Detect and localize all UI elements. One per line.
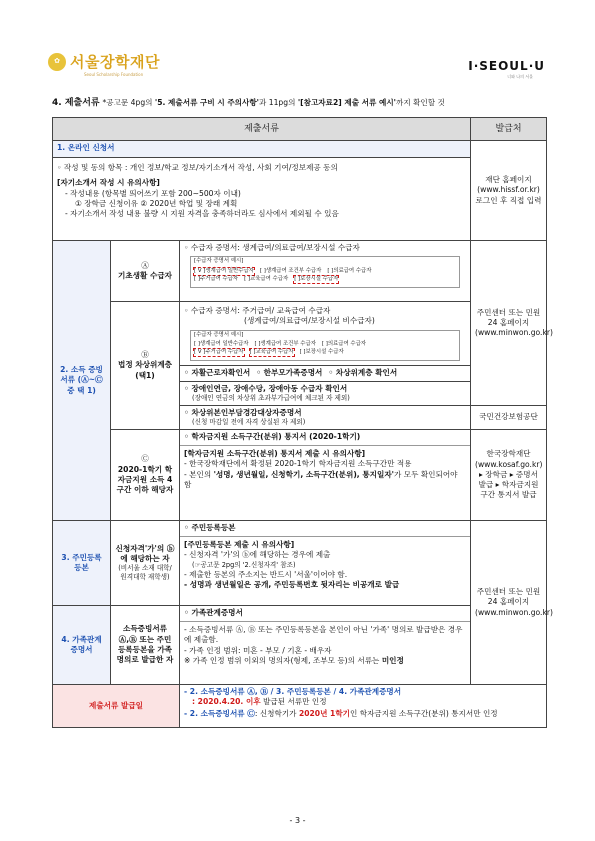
online-agree: ◦ 작성 및 동의 항목 : 개인 정보/학교 정보/자기소개서 작성, 사회 기여/정보제공 동의 bbox=[57, 163, 338, 172]
section-note-ref2: '[참고자료2] 제출 서류 예시' bbox=[297, 98, 396, 107]
income-b-doc3c: ◦ 차상위계층 확인서 bbox=[328, 368, 398, 378]
income-a-ex-2a: [ ]주거급여 수급자 bbox=[194, 275, 239, 282]
resident-doc: ◦ 주민등록등본 bbox=[184, 522, 236, 532]
income-a-example-title: [수급자 증명서 예시] bbox=[194, 258, 244, 265]
family-sub: 소득증빙서류Ⓐ,Ⓑ 또는 주민등록등본을 가족 명의로 발급한 자 bbox=[111, 605, 180, 684]
issue-date-line1: - 2. 소득증빙서류 Ⓐ, Ⓑ / 3. 주민등록등본 / 4. 가족관계증명서 bbox=[184, 686, 402, 696]
income-b-ex-2a: [ V ]주거급여 수급자 bbox=[194, 349, 244, 356]
issue-date-notes bbox=[180, 684, 547, 727]
income-c-doc: ◦ 학자금지원 소득구간(분위) 통지서 (2020-1학기) bbox=[184, 431, 361, 441]
income-b-name: 법정 차상위계층 (택1) bbox=[118, 360, 172, 380]
page-number: - 3 - bbox=[289, 816, 306, 825]
resident-row bbox=[53, 520, 547, 605]
family-notes bbox=[180, 621, 470, 666]
resident-family-issuer: 주민센터 또는 민원24 홈페이지 (www.minwon.go.kr) bbox=[471, 520, 547, 684]
income-b-doc-cell bbox=[180, 302, 471, 382]
income-b-doc5-note: (신청 마감일 전에 자격 상실된 자 제외) bbox=[192, 418, 306, 427]
issue-date-line2d: 인 학자금지원 소득구간(분위) 통지서만 인정 bbox=[350, 709, 498, 719]
table-header-row bbox=[53, 118, 547, 141]
income-a-ex-1b: [ ]생계급여 조건부 수급자 bbox=[259, 267, 322, 274]
issue-date-row bbox=[53, 684, 547, 727]
income-c-note-2a: - 본인의 bbox=[184, 469, 214, 479]
income-c-issuer: 한국장학재단 (www.kosaf.go.kr) ▸ 장학금 ▸ 증명서 발급 ▸ 학자금지원구간 통지서 발급 bbox=[471, 429, 547, 520]
income-b-extra-docs bbox=[180, 365, 470, 378]
income-category: 2. 소득 증빙서류 (Ⓐ~Ⓒ 중 택 1) bbox=[53, 241, 111, 521]
resident-sub: 신청자격'가'의 ⓑ에 해당하는 자 bbox=[115, 543, 175, 564]
income-b-ex-1b: [ ]생계급여 조건부 수급자 bbox=[254, 340, 316, 347]
page-header bbox=[0, 0, 595, 90]
income-b-ex-2c: [ ]보장시설 수급자 bbox=[299, 349, 344, 356]
seoul-logo-subtitle: 너와 나의 서울 bbox=[507, 74, 533, 79]
income-a-label: Ⓐ bbox=[141, 260, 149, 270]
income-a-ex-1a: [ V ]생계급여 일반수급자 bbox=[194, 267, 254, 274]
income-c-doc-cell bbox=[180, 429, 471, 520]
income-a-ex-2b: [ ]교육급여 수급자 bbox=[244, 275, 289, 282]
cover-letter-note-2: ① 장학금 신청이유 ② 2020년 학업 및 장래 계획 bbox=[75, 198, 238, 208]
issue-date-line2b: : 신청학기가 bbox=[254, 709, 299, 719]
income-c-notes bbox=[180, 445, 470, 490]
income-b-doc4-cell bbox=[180, 381, 471, 405]
foundation-logo bbox=[48, 52, 160, 72]
online-title: 1. 온라인 신청서 bbox=[53, 141, 471, 158]
income-a-ex-1c: [ ]의료급여 수급자 bbox=[327, 267, 372, 274]
cover-letter-note-3: - 자기소개서 작성 내용 불량 시 지원 자격을 충족하더라도 심사에서 제외될 수 있음 bbox=[65, 209, 339, 218]
income-a-doc: ◦ 수급자 증명서: 생계급여/의료급여/보장시설 수급자 bbox=[184, 243, 360, 252]
income-b-ex-1c: [ ]의료급여 수급자 bbox=[321, 340, 367, 347]
issue-date-line1b-red: : 2020.4.20. 이후 bbox=[192, 697, 261, 707]
income-b-doc5-cell bbox=[180, 405, 471, 429]
income-b-doc2: (생계급여/의료급여/보장시설 비수급자) bbox=[244, 316, 375, 326]
resident-note-1: - 신청자격 '가'의 ⓑ에 해당하는 경우에 제출 bbox=[184, 550, 331, 560]
resident-note-3: - 성명과 생년월일은 공개, 주민등록번호 뒷자리는 비공개로 발급 bbox=[184, 579, 400, 589]
seoul-logo: I·SEOUL·U bbox=[468, 59, 545, 73]
income-a-label-cell bbox=[111, 241, 180, 302]
family-note-3a: ※ 가족 인정 범위 이외의 명의자(형제, 조부모 등)의 서류는 bbox=[184, 655, 382, 665]
income-a-name: 기초생활 수급자 bbox=[118, 271, 172, 280]
seal-icon: ✿ bbox=[48, 53, 66, 71]
section-note-ref1: '5. 제출서류 구비 시 주의사항' bbox=[154, 98, 260, 107]
documents-table bbox=[52, 117, 553, 728]
income-b-label-cell bbox=[111, 302, 180, 430]
resident-note-1b: (☞공고문 2pg의 '2.신청자격' 참조) bbox=[192, 560, 296, 569]
family-doc-cell bbox=[180, 605, 471, 684]
income-a-example bbox=[190, 256, 460, 288]
logo-left-text: 서울장학재단 bbox=[70, 53, 160, 71]
income-a-ex-2c: [ ]보장시설 수급자 bbox=[294, 275, 339, 282]
income-b-doc4-note: (장애인 연금의 차상위 초과부가급여에 체크된 자 제외) bbox=[192, 393, 350, 402]
issue-date-line2a: - 2. 소득증빙서류 Ⓒ bbox=[184, 709, 255, 719]
col-header-docs: 제출서류 bbox=[53, 118, 471, 141]
income-b-doc5: ◦ 차상위본인부담경감대상자증명서 bbox=[184, 407, 302, 417]
section-heading bbox=[52, 97, 445, 109]
income-c-label-cell bbox=[111, 429, 180, 520]
income-ab-issuer: 주민센터 또는 민원24 홈페이지 (www.minwon.go.kr) bbox=[471, 241, 547, 406]
section-title: 4. 제출서류 bbox=[52, 98, 100, 108]
income-b-ex-1a: [ ]생계급여 일반수급자 bbox=[194, 340, 249, 347]
income-c-note-title: [학자금지원 소득구간(분위) 통지서 제출 시 유의사항] bbox=[184, 449, 366, 459]
income-b-example-title: [수급자 증명서 예시] bbox=[194, 331, 244, 338]
resident-sub-small: (비서울 소재 대학/ 원격대학 재학생) bbox=[118, 564, 172, 582]
resident-category: 3. 주민등록 등본 bbox=[53, 520, 111, 605]
income-b-doc3a: ◦ 자활근로자확인서 bbox=[184, 368, 251, 378]
logo-left-subtitle: Seoul Scholarship Foundation bbox=[84, 72, 144, 77]
family-note-1: - 소득증빙서류 Ⓐ, Ⓑ 또는 주민등록등본을 본인이 아닌 '가족' 명의로 발급받은 경우에 제출함. bbox=[184, 625, 463, 645]
income-a-doc-cell bbox=[180, 241, 471, 302]
family-doc: ◦ 가족관계증명서 bbox=[184, 607, 243, 617]
income-b-example bbox=[190, 330, 460, 362]
resident-note-2: - 제출한 등본의 주소지는 반드시 '서울'이어야 함. bbox=[184, 569, 348, 579]
income-c-note-2b: '성명, 생년월일, 신청학기, 소득구간(분위), 통지일자' bbox=[213, 469, 394, 479]
income-c-name: 2020-1학기 학자금지원 소득 4구간 이하 해당자 bbox=[116, 464, 174, 495]
online-body bbox=[53, 158, 471, 241]
income-b-doc4: ◦ 장애인연금, 장애수당, 장애아동 수급자 확인서 bbox=[184, 383, 348, 393]
col-header-issuer: 발급처 bbox=[471, 118, 547, 141]
income-b5-issuer: 국민건강보험공단 bbox=[471, 405, 547, 429]
resident-notes bbox=[180, 536, 470, 590]
family-note-3b: 미인정 bbox=[381, 655, 404, 665]
resident-doc-cell bbox=[180, 520, 471, 605]
resident-sub-cell bbox=[111, 520, 180, 605]
issue-date-category: 제출서류 발급일 bbox=[53, 684, 180, 727]
issue-date-line1b-rest: 발급된 서류만 인정 bbox=[260, 697, 327, 707]
income-b-ex-2b: [ ]교육급여 수급자 bbox=[249, 349, 294, 356]
online-title-row bbox=[53, 141, 547, 158]
income-c-row bbox=[53, 429, 547, 520]
income-c-label: Ⓒ bbox=[141, 454, 149, 464]
income-b-doc: ◦ 수급자 증명서: 주거급여/ 교육급여 수급자 bbox=[184, 306, 331, 315]
income-b-doc3b: ◦ 한부모가족증명서 bbox=[256, 368, 323, 378]
section-note-suffix: 까지 확인할 것 bbox=[396, 98, 445, 107]
resident-note-title: [주민등록등본 제출 시 유의사항] bbox=[184, 540, 295, 550]
issue-date-line2c: 2020년 1학기 bbox=[298, 709, 351, 719]
cover-letter-title: [자기소개서 작성 시 유의사항] bbox=[57, 178, 160, 188]
income-b-label: Ⓑ bbox=[141, 350, 149, 360]
section-note-mid: 과 11pg의 bbox=[259, 98, 298, 107]
income-a-row bbox=[53, 241, 547, 302]
family-category: 4. 가족관계 증명서 bbox=[53, 605, 111, 684]
family-note-2: - 가족 인정 범위: 미혼 - 부모 / 기혼 - 배우자 bbox=[184, 645, 332, 655]
section-note-prefix: *공고문 4pg의 bbox=[102, 98, 155, 107]
online-issuer: 재단 홈페이지 (www.hissf.or.kr) 로그인 후 직접 입력 bbox=[471, 141, 547, 241]
income-c-note-2c: 가 모두 확인되어야 함 bbox=[184, 469, 458, 489]
income-c-note-1: - 한국장학재단에서 확정된 2020-1학기 학자금지원 소득구간만 적용 bbox=[184, 459, 412, 469]
cover-letter-note-1: - 작성내용 (항목별 띄어쓰기 포함 200~500자 이내) bbox=[65, 188, 241, 198]
